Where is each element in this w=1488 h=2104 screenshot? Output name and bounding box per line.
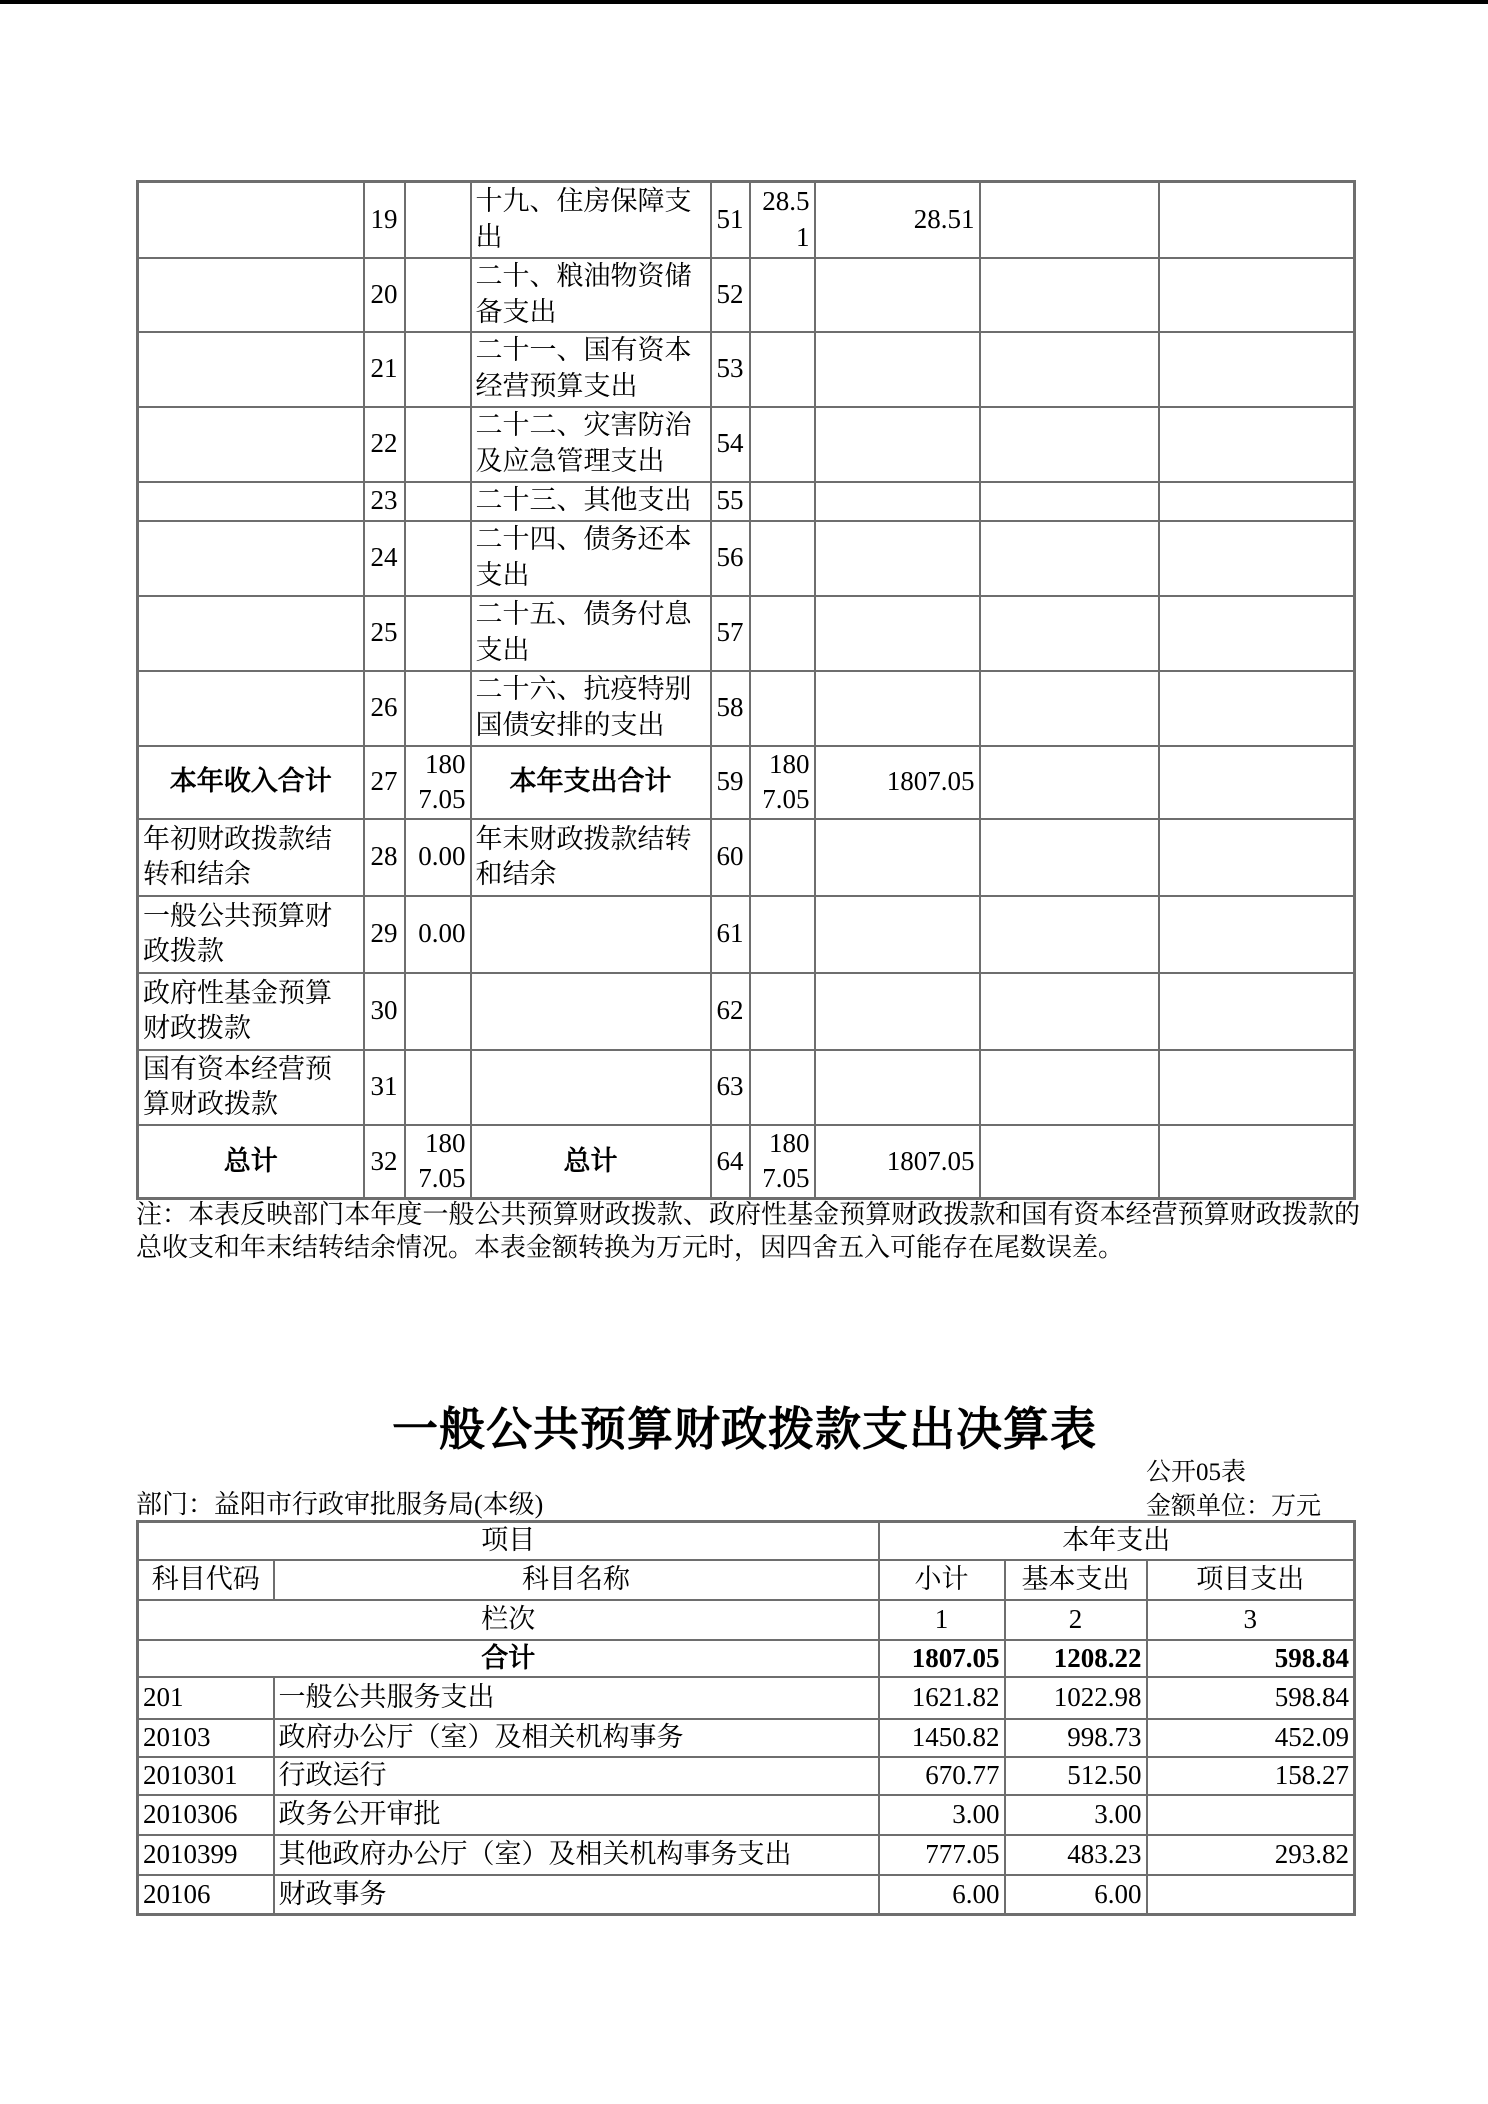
cell	[405, 182, 471, 258]
cell: 总计	[471, 1125, 711, 1199]
cell: 国有资本经营预算财政拨款	[138, 1050, 364, 1125]
cell	[815, 819, 980, 896]
cell	[980, 258, 1159, 332]
cell	[750, 521, 815, 596]
table-row	[138, 1875, 1355, 1914]
cell	[1159, 596, 1355, 671]
cell: 一般公共预算财政拨款	[138, 896, 364, 973]
cell: 512.50	[1005, 1757, 1147, 1795]
cell	[750, 332, 815, 407]
cell	[980, 746, 1159, 819]
cell: 57	[711, 596, 750, 671]
cell	[980, 973, 1159, 1050]
table-row	[138, 1757, 1355, 1795]
cell	[138, 671, 364, 746]
cell: 本年收入合计	[138, 746, 364, 819]
cell	[980, 819, 1159, 896]
cell: 1621.82	[879, 1677, 1005, 1719]
cell: 59	[711, 746, 750, 819]
cell: 二十五、债务付息支出	[471, 596, 711, 671]
header-current-year: 本年支出	[879, 1522, 1355, 1560]
cell: 63	[711, 1050, 750, 1125]
cell	[815, 896, 980, 973]
cell: 58	[711, 671, 750, 746]
cell	[405, 973, 471, 1050]
cell: 二十四、债务还本支出	[471, 521, 711, 596]
cell	[750, 819, 815, 896]
cell: 20106	[138, 1875, 274, 1914]
fiscal-summary-table	[136, 180, 1356, 1200]
cell: 27	[364, 746, 405, 819]
cell: 行政运行	[274, 1757, 879, 1795]
cell	[750, 1050, 815, 1125]
cell	[815, 1050, 980, 1125]
cell: 政府性基金预算财政拨款	[138, 973, 364, 1050]
cell: 31	[364, 1050, 405, 1125]
cell: 本年支出合计	[471, 746, 711, 819]
cell	[980, 482, 1159, 521]
table-row	[138, 896, 1355, 973]
cell: 52	[711, 258, 750, 332]
cell: 293.82	[1147, 1835, 1355, 1875]
budget-expenditure-table	[136, 1520, 1356, 1916]
cell: 6.00	[879, 1875, 1005, 1914]
cell: 3	[1147, 1600, 1355, 1640]
cell	[1147, 1875, 1355, 1914]
cell	[405, 482, 471, 521]
cell: 61	[711, 896, 750, 973]
amount-unit-label: 金额单位：万元	[1146, 1493, 1322, 1520]
cell	[138, 521, 364, 596]
cell	[1159, 258, 1355, 332]
cell: 51	[711, 182, 750, 258]
cell	[815, 407, 980, 482]
cell: 1807.05	[405, 1125, 471, 1199]
cell	[405, 521, 471, 596]
cell: 53	[711, 332, 750, 407]
cell: 1807.05	[405, 746, 471, 819]
cell: 2010306	[138, 1795, 274, 1835]
cell: 2010399	[138, 1835, 274, 1875]
cell: 158.27	[1147, 1757, 1355, 1795]
table-row	[138, 482, 1355, 521]
cell	[138, 332, 364, 407]
cell	[750, 896, 815, 973]
cell	[1159, 1050, 1355, 1125]
table-row-income-total	[138, 746, 1355, 819]
cell: 总计	[138, 1125, 364, 1199]
cell: 23	[364, 482, 405, 521]
cell	[750, 671, 815, 746]
cell	[138, 407, 364, 482]
header-code: 科目代码	[138, 1560, 274, 1600]
cell: 54	[711, 407, 750, 482]
cell: 62	[711, 973, 750, 1050]
cell: 二十三、其他支出	[471, 482, 711, 521]
table-row	[138, 1677, 1355, 1719]
cell	[750, 482, 815, 521]
cell	[1159, 896, 1355, 973]
cell: 28.51	[815, 182, 980, 258]
cell	[980, 407, 1159, 482]
cell	[138, 182, 364, 258]
cell	[980, 596, 1159, 671]
cell	[471, 973, 711, 1050]
cell	[1159, 182, 1355, 258]
cell: 598.84	[1147, 1677, 1355, 1719]
cell	[980, 896, 1159, 973]
cell	[980, 332, 1159, 407]
table-row	[138, 671, 1355, 746]
cell	[1159, 671, 1355, 746]
cell: 598.84	[1147, 1640, 1355, 1678]
cell: 合计	[138, 1640, 879, 1678]
cell	[1147, 1795, 1355, 1835]
header-row-columns	[138, 1560, 1355, 1600]
cell	[815, 671, 980, 746]
cell: 1807.05	[815, 746, 980, 819]
table-row	[138, 819, 1355, 896]
cell	[750, 258, 815, 332]
table-row	[138, 182, 1355, 258]
cell	[405, 596, 471, 671]
cell	[815, 482, 980, 521]
table-row	[138, 1050, 1355, 1125]
cell: 二十、粮油物资储备支出	[471, 258, 711, 332]
column-index-row	[138, 1600, 1355, 1640]
cell: 3.00	[1005, 1795, 1147, 1835]
cell: 年末财政拨款结转和结余	[471, 819, 711, 896]
cell: 1807.05	[750, 1125, 815, 1199]
public-table-number: 公开05表	[1146, 1459, 1247, 1486]
cell: 64	[711, 1125, 750, 1199]
cell	[1159, 521, 1355, 596]
cell	[815, 521, 980, 596]
cell: 20	[364, 258, 405, 332]
cell	[1159, 746, 1355, 819]
cell	[750, 973, 815, 1050]
cell	[138, 596, 364, 671]
cell	[138, 482, 364, 521]
cell: 0.00	[405, 896, 471, 973]
header-row-groups	[138, 1522, 1355, 1560]
table-row	[138, 407, 1355, 482]
cell: 6.00	[1005, 1875, 1147, 1914]
department-line: 部门：益阳市行政审批服务局(本级)	[136, 1490, 544, 1519]
cell: 452.09	[1147, 1719, 1355, 1757]
cell	[1159, 482, 1355, 521]
cell: 2010301	[138, 1757, 274, 1795]
table-row	[138, 521, 1355, 596]
cell: 55	[711, 482, 750, 521]
cell: 3.00	[879, 1795, 1005, 1835]
cell: 1450.82	[879, 1719, 1005, 1757]
cell: 政务公开审批	[274, 1795, 879, 1835]
cell	[815, 332, 980, 407]
table-row	[138, 1835, 1355, 1875]
table-row	[138, 332, 1355, 407]
cell: 1208.22	[1005, 1640, 1147, 1678]
cell	[138, 258, 364, 332]
cell	[1159, 1125, 1355, 1199]
cell: 28	[364, 819, 405, 896]
cell: 1807.05	[815, 1125, 980, 1199]
cell	[471, 896, 711, 973]
cell: 483.23	[1005, 1835, 1147, 1875]
cell	[750, 407, 815, 482]
cell: 998.73	[1005, 1719, 1147, 1757]
cell: 栏次	[138, 1600, 879, 1640]
table-footnote: 注：本表反映部门本年度一般公共预算财政拨款、政府性基金预算财政拨款和国有资本经营预算财政拨款的总收支和年末结转结余情况。本表金额转换为万元时，因四舍五入可能存在尾数误差。	[136, 1200, 1360, 1263]
table-row	[138, 973, 1355, 1050]
total-row	[138, 1640, 1355, 1678]
header-name: 科目名称	[274, 1560, 879, 1600]
header-project-exp: 项目支出	[1147, 1560, 1355, 1600]
cell	[405, 258, 471, 332]
cell: 24	[364, 521, 405, 596]
cell: 一般公共服务支出	[274, 1677, 879, 1719]
cell: 二十六、抗疫特别国债安排的支出	[471, 671, 711, 746]
cell	[980, 1125, 1159, 1199]
cell	[815, 596, 980, 671]
cell	[405, 332, 471, 407]
cell: 201	[138, 1677, 274, 1719]
table-row	[138, 1795, 1355, 1835]
cell: 32	[364, 1125, 405, 1199]
cell: 1807.05	[750, 746, 815, 819]
table-row	[138, 596, 1355, 671]
cell: 1022.98	[1005, 1677, 1147, 1719]
cell: 十九、住房保障支出	[471, 182, 711, 258]
cell: 二十二、灾害防治及应急管理支出	[471, 407, 711, 482]
cell: 26	[364, 671, 405, 746]
cell: 1807.05	[879, 1640, 1005, 1678]
table-row	[138, 1719, 1355, 1757]
table-row	[138, 258, 1355, 332]
cell: 777.05	[879, 1835, 1005, 1875]
cell	[1159, 407, 1355, 482]
cell: 29	[364, 896, 405, 973]
cell	[1159, 332, 1355, 407]
cell: 1	[879, 1600, 1005, 1640]
cell	[980, 521, 1159, 596]
cell	[980, 1050, 1159, 1125]
cell: 20103	[138, 1719, 274, 1757]
cell: 0.00	[405, 819, 471, 896]
cell	[1159, 973, 1355, 1050]
cell: 二十一、国有资本经营预算支出	[471, 332, 711, 407]
cell	[980, 182, 1159, 258]
cell: 60	[711, 819, 750, 896]
cell: 财政事务	[274, 1875, 879, 1914]
cell: 56	[711, 521, 750, 596]
cell: 年初财政拨款结转和结余	[138, 819, 364, 896]
cell	[405, 407, 471, 482]
cell	[1159, 819, 1355, 896]
cell: 21	[364, 332, 405, 407]
table-row-grand-total	[138, 1125, 1355, 1199]
scan-edge-bar	[0, 0, 1488, 4]
cell: 2	[1005, 1600, 1147, 1640]
cell: 22	[364, 407, 405, 482]
cell: 其他政府办公厅（室）及相关机构事务支出	[274, 1835, 879, 1875]
cell: 28.51	[750, 182, 815, 258]
cell	[750, 596, 815, 671]
cell	[815, 258, 980, 332]
header-subtotal: 小计	[879, 1560, 1005, 1600]
cell	[405, 1050, 471, 1125]
page-title: 一般公共预算财政拨款支出决算表	[392, 1403, 1097, 1455]
cell: 25	[364, 596, 405, 671]
cell: 30	[364, 973, 405, 1050]
cell	[471, 1050, 711, 1125]
cell	[405, 671, 471, 746]
cell: 政府办公厅（室）及相关机构事务	[274, 1719, 879, 1757]
header-project: 项目	[138, 1522, 879, 1560]
header-basic: 基本支出	[1005, 1560, 1147, 1600]
cell: 19	[364, 182, 405, 258]
cell	[980, 671, 1159, 746]
cell: 670.77	[879, 1757, 1005, 1795]
cell	[815, 973, 980, 1050]
